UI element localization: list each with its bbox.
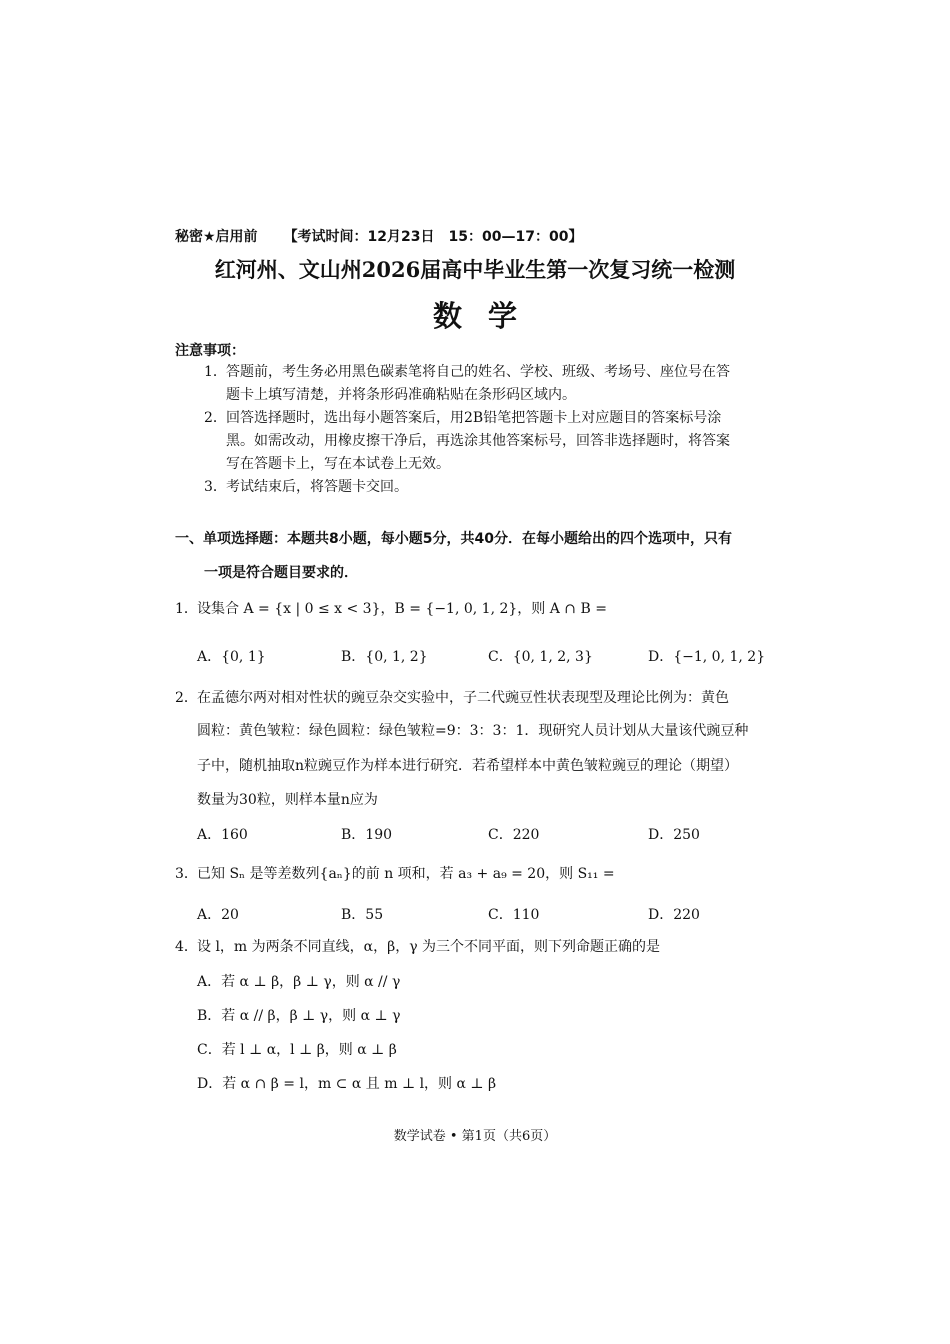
question-2-option-a: A．160 <box>197 827 248 843</box>
section-1-heading: 一、单项选择题：本题共8小题，每小题5分，共40分．在每小题给出的四个选项中，只有 <box>175 531 732 547</box>
question-4-option-c: C．若 l ⊥ α，l ⊥ β，则 α ⊥ β <box>197 1042 397 1058</box>
subject-title: 数学 <box>432 299 543 333</box>
question-3-option-c: C．110 <box>488 907 540 923</box>
question-2-option-c: C．220 <box>488 827 540 843</box>
note-text: 考试结束后，将答题卡交回。 <box>226 479 408 495</box>
question-4-option-a: A．若 α ⊥ β，β ⊥ γ，则 α // γ <box>197 974 401 990</box>
question-2-option-b: B．190 <box>341 827 393 843</box>
page-footer: 数学试卷 • 第1页（共6页） <box>393 1129 557 1144</box>
question-2-line-1 <box>175 687 729 707</box>
question-1-option-a: A．{0, 1} <box>197 649 266 665</box>
note-number: 3． <box>204 479 227 495</box>
question-2-line-4: 数量为30粒，则样本量n应为 <box>197 792 378 808</box>
question-text: 设集合 A = {x | 0 ≤ x < 3}，B = {−1, 0, 1, 2}，则 A ∩ B = <box>197 601 607 617</box>
exam-header <box>175 226 582 246</box>
question-3-stem <box>175 863 615 883</box>
question-2-line-3: 子中，随机抽取n粒豌豆作为样本进行研究．若希望样本中黄色皱粒豌豆的理论（期望） <box>197 758 739 774</box>
question-text: 已知 Sₙ 是等差数列{aₙ}的前 n 项和，若 a₃ + a₉ = 20，则 S₁₁ = <box>197 866 615 882</box>
question-3-option-b: B．55 <box>341 907 384 923</box>
note-number: 2． <box>204 410 227 426</box>
note-1-line-2: 题卡上填写清楚，并将条形码准确粘贴在条形码区域内。 <box>226 387 576 403</box>
question-number: 3． <box>175 866 198 882</box>
question-2-line-2: 圆粒：黄色皱粒：绿色圆粒：绿色皱粒=9：3：3：1．现研究人员计划从大量该代豌豆种 <box>197 723 749 739</box>
question-1-option-b: B．{0, 1, 2} <box>341 649 428 665</box>
note-3-line-1 <box>204 476 408 499</box>
question-text: 设 l，m 为两条不同直线，α，β，γ 为三个不同平面，则下列命题正确的是 <box>197 939 661 955</box>
question-3-option-a: A．20 <box>197 907 239 923</box>
question-1-stem <box>175 598 607 618</box>
exam-title: 红河州、文山州2026届高中毕业生第一次复习统一检测 <box>214 257 736 282</box>
note-2-line-3: 写在答题卡上，写在本试卷上无效。 <box>226 456 450 472</box>
question-4-option-d: D．若 α ∩ β = l，m ⊂ α 且 m ⊥ l，则 α ⊥ β <box>197 1076 497 1092</box>
question-text: 在孟德尔两对相对性状的豌豆杂交实验中，子二代豌豆性状表现型及理论比例为：黄色 <box>197 690 729 706</box>
question-4-option-b: B．若 α // β，β ⊥ γ，则 α ⊥ γ <box>197 1008 401 1024</box>
question-number: 1． <box>175 601 198 617</box>
secret-label: 秘密★启用前 <box>175 229 258 245</box>
note-text: 答题前，考生务必用黑色碳素笔将自己的姓名、学校、班级、考场号、座位号在答 <box>226 364 730 380</box>
note-2-line-2: 黑。如需改动，用橡皮擦干净后，再选涂其他答案标号，回答非选择题时，将答案 <box>226 433 730 449</box>
question-3-option-d: D．220 <box>648 907 700 923</box>
note-2-line-1 <box>204 407 721 430</box>
question-1-option-d: D．{−1, 0, 1, 2} <box>648 649 766 665</box>
note-1-line-1 <box>204 361 730 384</box>
note-number: 1． <box>204 364 227 380</box>
notes-heading: 注意事项： <box>175 343 245 359</box>
question-number: 2． <box>175 690 198 706</box>
question-number: 4． <box>175 939 198 955</box>
section-1-heading-cont: 一项是符合题目要求的． <box>204 565 358 581</box>
question-4-stem <box>175 936 660 956</box>
question-1-option-c: C．{0, 1, 2, 3} <box>488 649 593 665</box>
question-2-option-d: D．250 <box>648 827 700 843</box>
note-text: 回答选择题时，选出每小题答案后，用2B铅笔把答题卡上对应题目的答案标号涂 <box>226 410 722 426</box>
exam-time: 【考试时间：12月23日 15：00—17：00】 <box>283 229 583 245</box>
